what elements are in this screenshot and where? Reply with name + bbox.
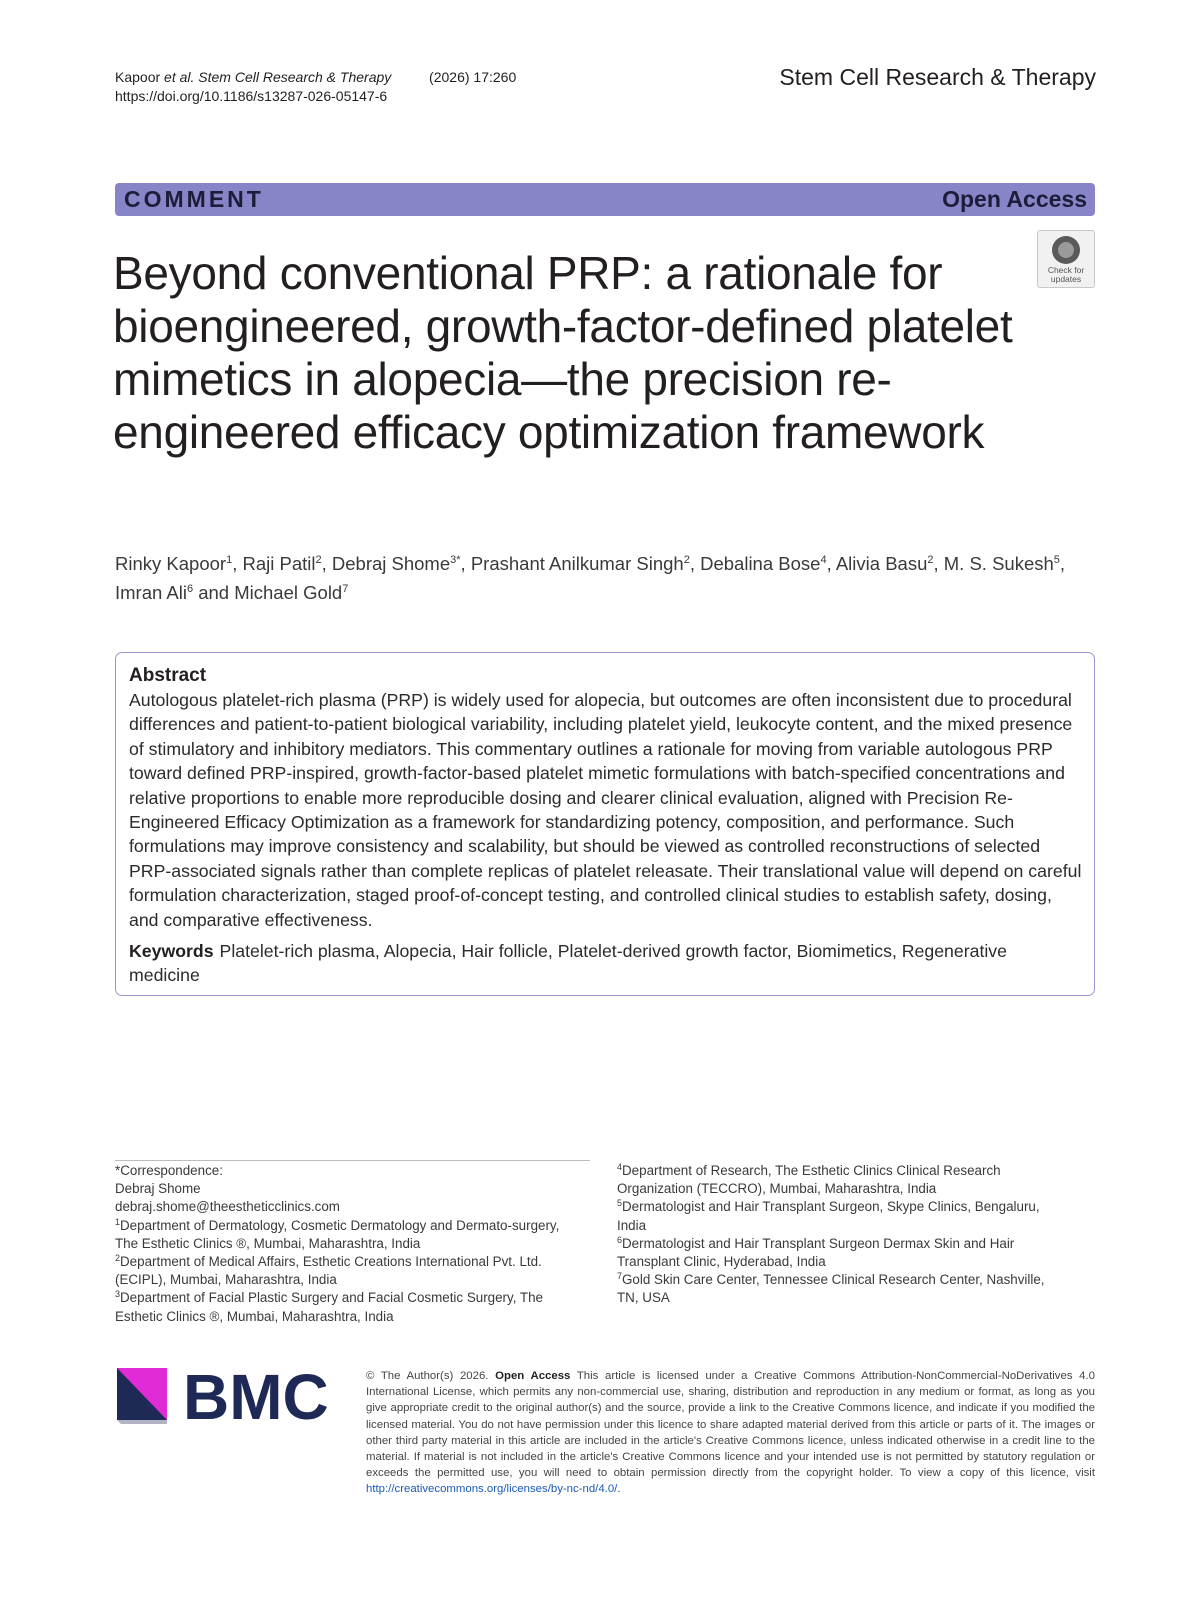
author-separator: ,: [1059, 553, 1066, 574]
citation-journal: Stem Cell Research & Therapy: [198, 69, 392, 85]
citation-authors: Kapoor: [115, 69, 161, 85]
footnotes-right-column: [617, 1162, 1067, 1308]
keywords-text: Platelet-rich plasma, Alopecia, Hair follicle, Platelet-derived growth factor, Biomimetics, Regenerative medicine: [129, 941, 1007, 986]
affiliation-entry: [617, 1162, 1067, 1198]
affiliations-left: [115, 1217, 585, 1326]
author-name: M. S. Sukesh: [943, 553, 1054, 574]
author-name: Imran Ali: [115, 582, 187, 603]
citation-year-volume: (2026) 17:260: [429, 69, 517, 85]
author-affiliation-marker: 4: [820, 554, 827, 566]
author-affiliation-marker: 2: [315, 554, 322, 566]
author-affiliation-marker: 6: [186, 583, 194, 595]
check-updates-line1: Check for: [1047, 265, 1085, 275]
affiliation-text: Dermatologist and Hair Transplant Surgeon Dermax Skin and Hair Transplant Clinic, Hyderabad, India: [617, 1235, 1015, 1270]
abstract-text: Autologous platelet-rich plasma (PRP) is widely used for alopecia, but outcomes are often inconsistent due to procedural differences and patient-to-patient biological variability, including platelet yield, leukocyte content, and the mixed presence of stimulatory and inhibitory mediators. This commentary outlines a rationale for moving from variable autologous PRP toward defined PRP-inspired, growth-factor-based platelet mimetic formulations with batch-specified concentrations and relative proportions to enable more reproducible dosing and clearer clinical evaluation, aligned with Precision Re-Engineered Efficacy Optimization as a framework for standardizing potency, composition, and performance. Such formulations may improve consistency and scalability, but should be viewed as controlled reconstructions of selected PRP-associated signals rather than complete replicas of platelet releasate. Their translational value will depend on careful formulation characterization, staged proof-of-concept testing, and controlled clinical studies to establish safety, dosing, and comparative effectiveness.: [129, 690, 1082, 930]
affiliation-entry: [617, 1271, 1067, 1307]
running-header: [115, 68, 516, 106]
footnote-divider: [115, 1160, 590, 1161]
author-affiliation-marker: 2: [927, 554, 934, 566]
author-separator: ,: [826, 553, 836, 574]
affiliation-number: 2: [115, 1253, 121, 1264]
author-affiliation-marker: 7: [342, 583, 349, 595]
logo-text: BMC: [183, 1368, 329, 1428]
affiliation-number: 4: [617, 1162, 623, 1172]
keywords-block: [129, 939, 1082, 988]
abstract-heading: Abstract: [129, 665, 207, 686]
copyright-text: © The Author(s) 2026.: [366, 1370, 489, 1382]
affiliation-entry: [617, 1198, 1067, 1234]
affiliation-text: Department of Medical Affairs, Esthetic Creations International Pvt. Ltd. (ECIPL), Mumbai, Maharashtra, India: [115, 1254, 542, 1288]
affiliation-entry: [115, 1217, 585, 1253]
open-access-label: Open Access: [942, 186, 1087, 212]
author-name: Prashant Anilkumar Singh: [470, 553, 684, 574]
affiliation-number: 3: [115, 1289, 121, 1300]
article-type-banner: [115, 183, 1095, 216]
check-for-updates-badge[interactable]: [1037, 230, 1095, 288]
author-affiliation-marker: 2: [683, 554, 690, 566]
journal-name: Stem Cell Research & Therapy: [779, 64, 1096, 90]
author-name: Michael Gold: [234, 582, 343, 603]
author-separator: ,: [321, 553, 332, 574]
affiliation-text: Department of Facial Plastic Surgery and Facial Cosmetic Surgery, The Esthetic Clinics ®, Mumbai, Maharashtra, India: [115, 1290, 543, 1324]
affiliation-text: Dermatologist and Hair Transplant Surgeon, Skype Clinics, Bengaluru, India: [617, 1199, 1040, 1233]
author-separator: ,: [232, 553, 243, 574]
citation-line: [115, 68, 516, 87]
affiliation-entry: [115, 1289, 585, 1325]
author-affiliation-marker: 1: [226, 554, 233, 566]
author-name: Alivia Basu: [835, 553, 928, 574]
author-separator: ,: [689, 553, 701, 574]
affiliation-number: 6: [617, 1234, 623, 1245]
affiliation-entry: [115, 1253, 585, 1289]
author-affiliation-marker: 5: [1053, 554, 1060, 566]
author-name: Debalina Bose: [700, 553, 821, 574]
affiliation-number: 7: [617, 1271, 623, 1282]
citation-etal: et al.: [164, 69, 195, 85]
correspondence-label: *Correspondence:: [115, 1163, 223, 1178]
author-name: Raji Patil: [242, 553, 316, 574]
author-separator: ,: [460, 553, 471, 574]
license-open-access: Open Access: [495, 1370, 571, 1382]
author-name: Rinky Kapoor: [115, 553, 227, 574]
affiliation-number: 1: [115, 1216, 121, 1227]
affiliation-text: Department of Research, The Esthetic Clinics Clinical Research Organization (TECCRO), Mumbai, Maharashtra, India: [617, 1163, 1001, 1197]
affiliation-entry: [617, 1235, 1067, 1271]
license-statement: [366, 1368, 1095, 1498]
affiliation-number: 5: [617, 1198, 623, 1209]
license-link[interactable]: http://creativecommons.org/licenses/by-nc-nd/4.0/: [366, 1483, 618, 1496]
logo-shadow: [117, 1420, 167, 1424]
affiliation-text: Gold Skin Care Center, Tennessee Clinical Research Center, Nashville, TN, USA: [617, 1272, 1045, 1306]
license-tail: .: [617, 1483, 621, 1496]
check-updates-line2: updates: [1050, 274, 1082, 284]
license-text: This article is licensed under a Creative Commons Attribution-NonCommercial-NoDerivatives 4.0 International License, which permits any non-commercial use, sharing, distribution and reproduction in any medium or format, as long as you give appropriate credit to the original author(s) and the source, provide a link to the Creative Commons licence, and indicate if you modified the licensed material. You do not have permission under this licence to share adapted material derived from this article or parts of it. The images or other third party material in this article are included in the article's Creative Commons licence, unless indicated otherwise in a credit line to the material. If material is not included in the article's Creative Commons licence and your intended use is not permitted by statutory regulation or exceeds the permitted use, you will need to obtain permission directly from the copyright holder. To view a copy of this licence, visit: [366, 1370, 1096, 1480]
affiliations-right: [617, 1162, 1067, 1308]
article-type-label: COMMENT: [124, 186, 264, 212]
check-updates-icon: [1052, 236, 1080, 264]
correspondence-name: Debraj Shome: [115, 1181, 201, 1197]
article-title: Beyond conventional PRP: a rationale for bioengineered, growth-factor-defined platelet mimetics in alopecia—the precision re-engineered efficacy optimization framework: [113, 247, 1013, 458]
doi-link[interactable]: https://doi.org/10.1186/s13287-026-05147-6: [115, 88, 388, 104]
abstract-box: [115, 652, 1095, 996]
author-separator: and: [193, 582, 235, 603]
bmc-logo: [117, 1368, 342, 1428]
author-affiliation-marker: 3*: [450, 554, 461, 566]
affiliation-text: Department of Dermatology, Cosmetic Dermatology and Dermato-surgery, The Esthetic Clinics ®, Mumbai, Maharashtra, India: [115, 1217, 560, 1251]
keywords-label: Keywords: [129, 941, 214, 962]
footnotes-left-column: [115, 1162, 585, 1326]
author-name: Debraj Shome: [331, 553, 451, 574]
author-separator: ,: [933, 553, 944, 574]
correspondence-email[interactable]: debraj.shome@theestheticclinics.com: [115, 1199, 340, 1215]
author-list: [115, 549, 1075, 607]
